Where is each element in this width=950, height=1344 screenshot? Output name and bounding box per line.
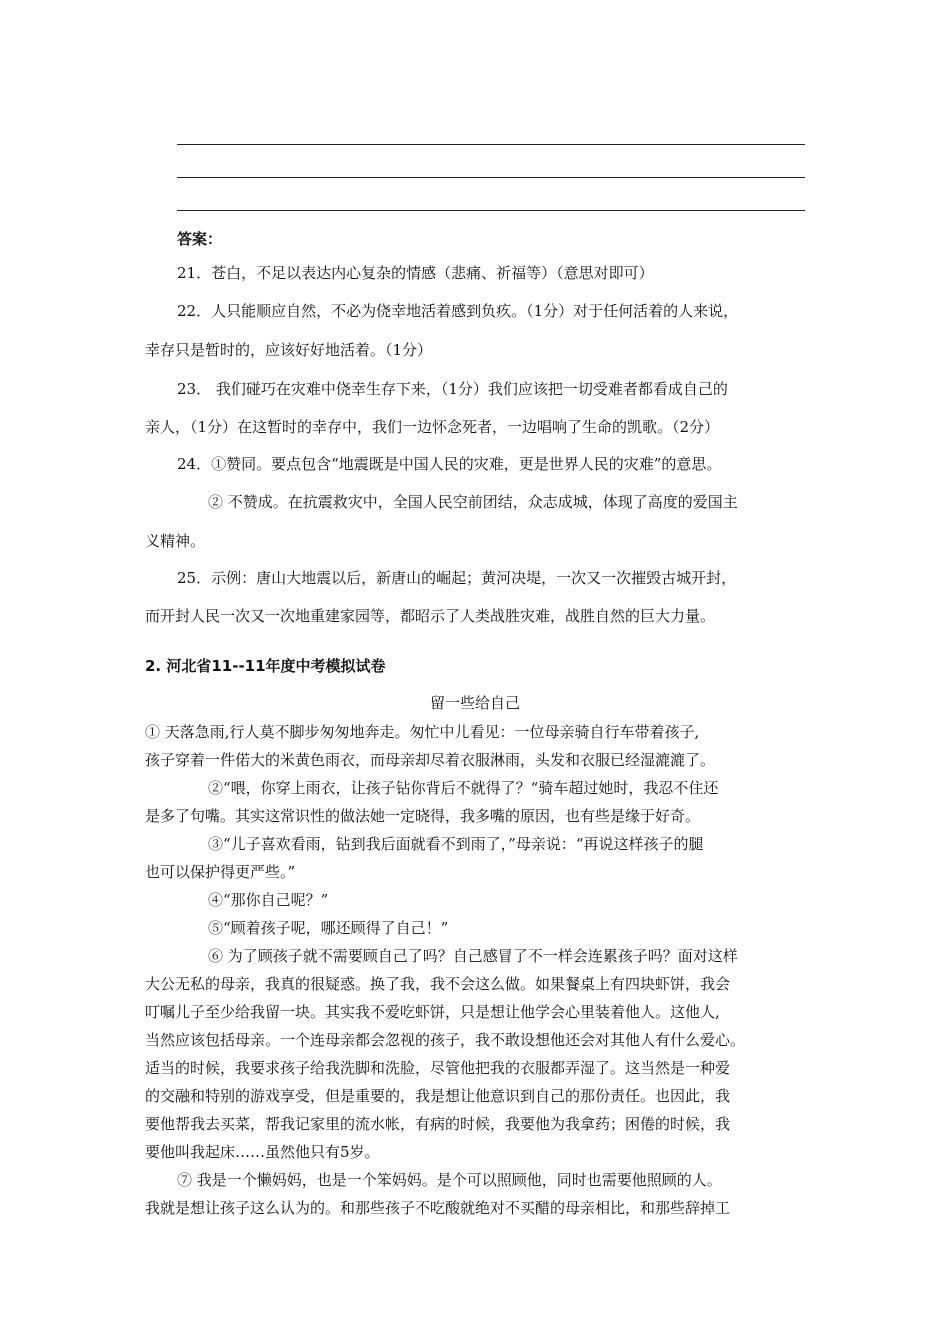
section-heading: 2. 河北省11--11年度中考模拟试卷: [145, 657, 386, 675]
answer-line-21: 21．苍白，不足以表达内心复杂的情感（悲痛、祈福等）（意思对即可）: [177, 264, 654, 282]
essay-line: 的交融和特别的游戏享受，但是重要的，我是想让他意识到自己的那份责任。也因此，我: [145, 1087, 731, 1105]
essay-line: ③“儿子喜欢看雨，钻到我后面就看不到雨了，”母亲说：“再说这样孩子的腿: [208, 835, 704, 853]
essay-line: 孩子穿着一件偌大的米黄色雨衣，而母亲却尽着衣服淋雨，头发和衣服已经湿漉漉了。: [145, 751, 716, 769]
essay-line: ⑤“顾着孩子呢，哪还顾得了自己！”: [208, 919, 449, 937]
essay-line: 适当的时候，我要求孩子给我洗脚和洗脸，尽管他把我的衣服都弄湿了。这当然是一种爱: [145, 1059, 731, 1077]
essay-line: 叮嘱儿子至少给我留一块。其实我不爱吃虾饼，只是想让他学会心里装着他人。这他人,: [145, 1003, 720, 1021]
answer-line-25b: 而开封人民一次又一次地重建家园等，都昭示了人类战胜灾难，战胜自然的巨大力量。: [145, 607, 716, 625]
answer-line-23a: 23． 我们碰巧在灾难中侥幸生存下来，（1分）我们应该把一切受难者都看成自己的: [177, 380, 728, 398]
essay-line: ④“那你自己呢？”: [208, 891, 329, 909]
answer-line-24c: 义精神。: [145, 532, 206, 550]
answer-line-25a: 25．示例：唐山大地震以后，新唐山的崛起；黄河决堤，一次又一次摧毁古城开封，: [177, 569, 737, 587]
essay-line: 当然应该包括母亲。一个连母亲都会忽视的孩子，我不敢设想他还会对其他人有什么爱心。: [145, 1031, 746, 1049]
essay-line: 也可以保护得更严些。”: [145, 863, 296, 881]
answer-line-22b: 幸存只是暂时的，应该好好地活着。（1分）: [145, 341, 433, 359]
answer-blank-line-1: [177, 144, 805, 145]
essay-line: 要他叫我起床……虽然他只有5岁。: [145, 1143, 380, 1161]
essay-line: 是多了句嘴。其实这常识性的做法她一定晓得，我多嘴的原因，也有些是缘于好奇。: [145, 807, 701, 825]
essay-line: 我就是想让孩子这么认为的。和那些孩子不吃酸就绝对不买醋的母亲相比，和那些辞掉工: [145, 1199, 731, 1217]
essay-line: ① 天落急雨,行人莫不脚步匆匆地奔走。匆忙中儿看见：一位母亲骑自行车带着孩子,: [145, 723, 700, 741]
essay-line: 要他帮我去买菜，帮我记家里的流水帐，有病的时候，我要他为我拿药；困倦的时候，我: [145, 1115, 731, 1133]
essay-line: ⑥ 为了顾孩子就不需要顾自己了吗？自己感冒了不一样会连累孩子吗？面对这样: [208, 947, 738, 965]
answer-line-24b: ② 不赞成。在抗震救灾中，全国人民空前团结，众志成城，体现了高度的爱国主: [208, 493, 738, 511]
essay-line: ⑦ 我是一个懒妈妈，也是一个笨妈妈。是个可以照顾他，同时也需要他照顾的人。: [177, 1171, 722, 1189]
answer-line-24a: 24．①赞同。要点包含“地震既是中国人民的灾难，更是世界人民的灾难”的意思。: [177, 455, 722, 473]
answer-line-23b: 亲人，（1分）在这暂时的幸存中，我们一边怀念死者，一边唱响了生命的凯歌。（2分）: [145, 418, 720, 436]
essay-line: ②“喂，你穿上雨衣，让孩子钻你背后不就得了？“骑车超过她时，我忍不住还: [208, 779, 719, 797]
answer-blank-line-2: [177, 177, 805, 178]
answer-line-22a: 22．人只能顺应自然，不必为侥幸地活着感到负疚。（1分）对于任何活着的人来说，: [177, 302, 739, 320]
essay-title: 留一些给自己: [429, 694, 520, 712]
essay-line: 大公无私的母亲，我真的很疑惑。换了我，我不会这么做。如果餐桌上有四块虾饼，我会: [145, 975, 731, 993]
answer-heading: 答案：: [177, 230, 223, 248]
answer-blank-line-3: [177, 210, 805, 211]
